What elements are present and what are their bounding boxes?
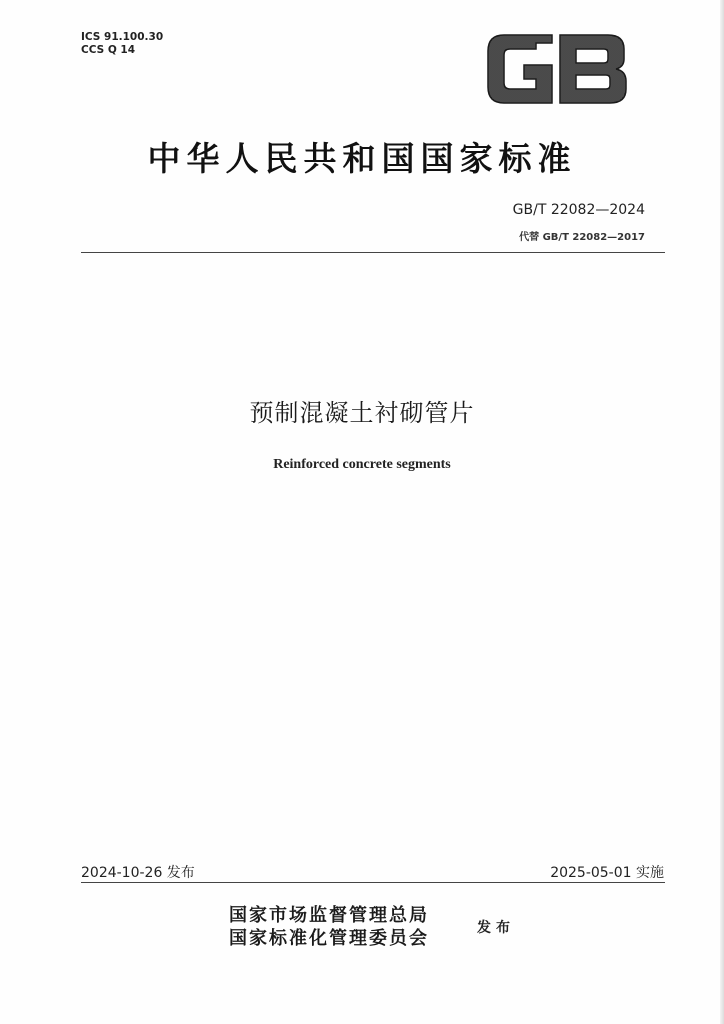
document-title-en: Reinforced concrete segments bbox=[273, 457, 451, 472]
standard-type-title: 中华人民共和国国家标准 bbox=[147, 139, 577, 178]
issue-date: 2024-10-26 发布 bbox=[81, 865, 195, 881]
publish-label: 发布 bbox=[477, 920, 515, 936]
issuing-authorities bbox=[229, 904, 429, 950]
issuer-sac: 国家标准化管理委员会 bbox=[229, 928, 429, 949]
document-title-cn: 预制混凝土衬砌管片 bbox=[249, 399, 475, 427]
header-divider bbox=[81, 252, 665, 253]
footer-divider bbox=[81, 882, 665, 883]
issuer-samr: 国家市场监督管理总局 bbox=[229, 905, 429, 926]
standard-number: GB/T 22082—2024 bbox=[512, 202, 645, 218]
classification-codes bbox=[81, 31, 163, 57]
ics-code: ICS 91.100.30 bbox=[81, 31, 164, 43]
replaces-standard: 代替 GB/T 22082—2017 bbox=[519, 232, 645, 243]
implementation-date: 2025-05-01 实施 bbox=[550, 865, 664, 881]
gb-logo-icon bbox=[484, 33, 630, 105]
ccs-code: CCS Q 14 bbox=[81, 44, 136, 56]
